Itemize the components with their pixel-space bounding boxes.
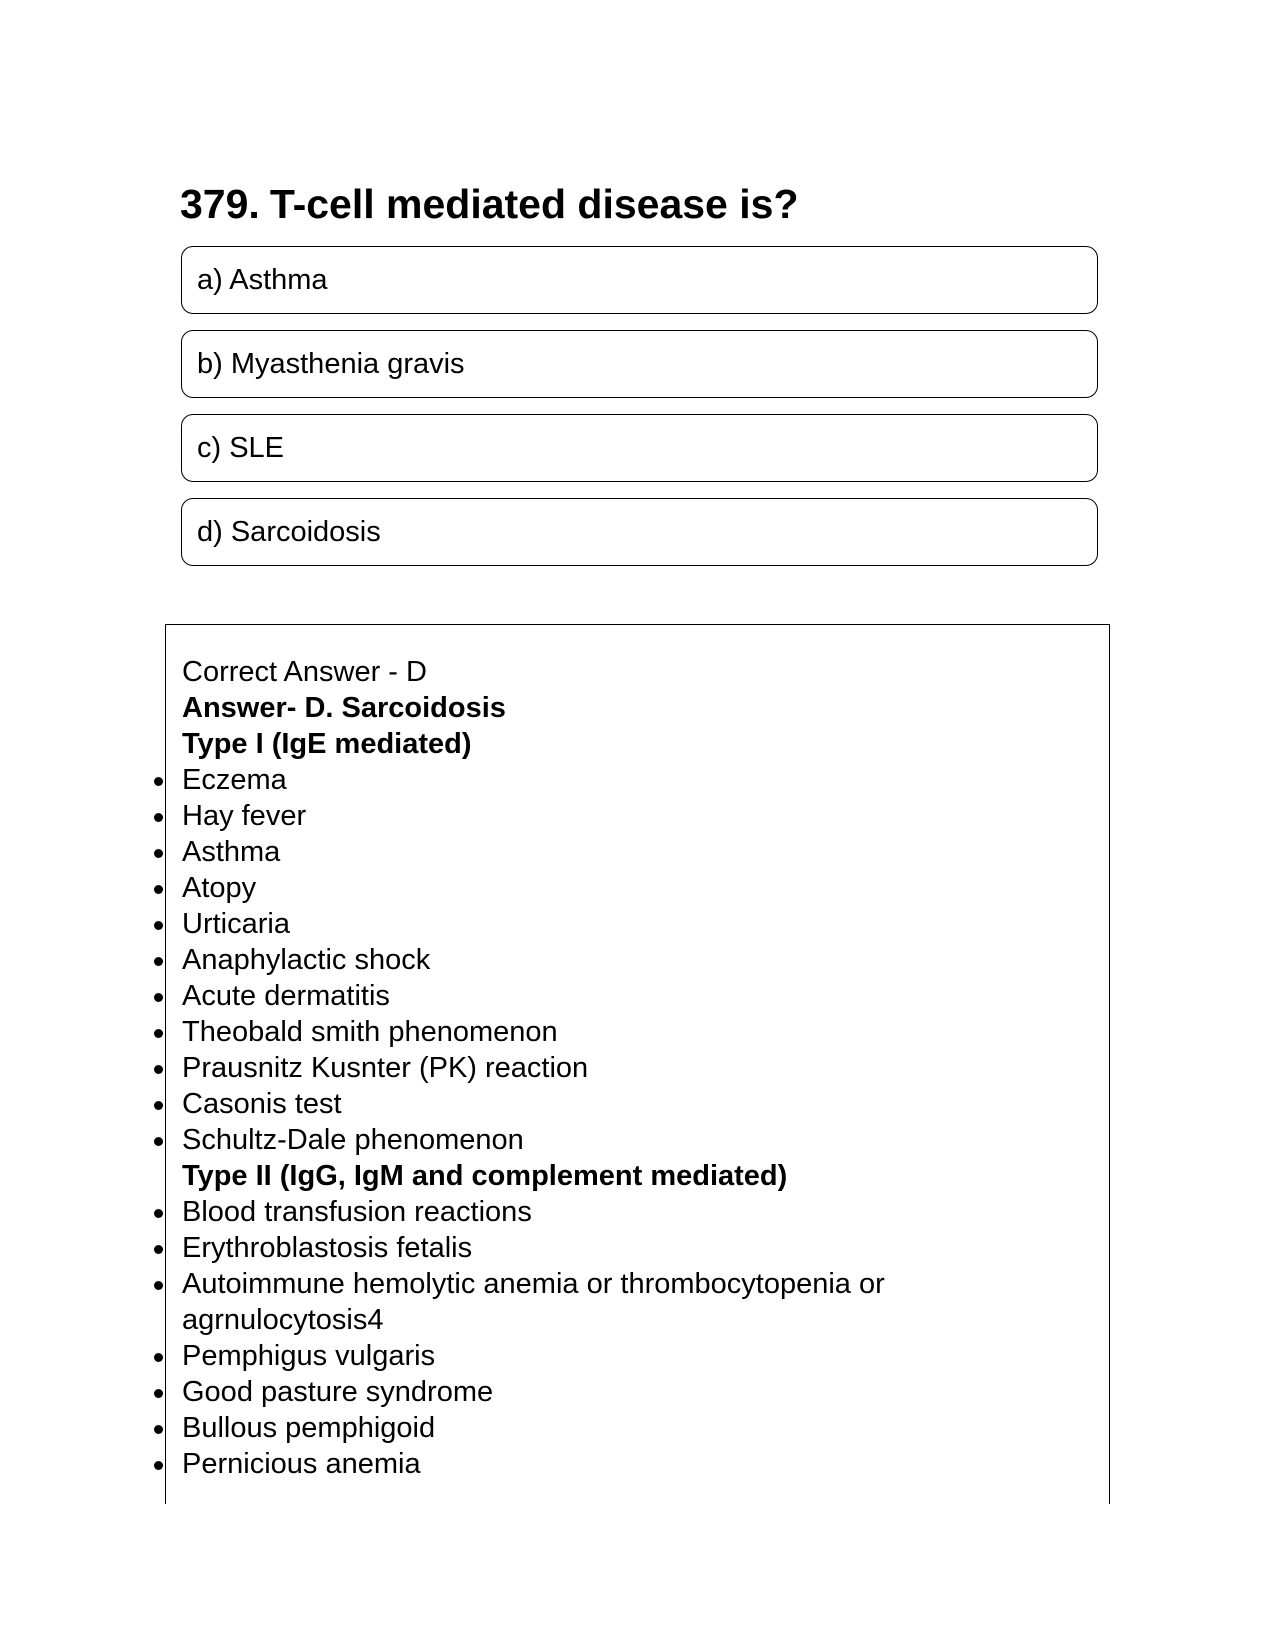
bullet-icon <box>154 993 163 1002</box>
option-a[interactable]: a) Asthma <box>181 246 1098 314</box>
bullet-icon <box>154 885 163 894</box>
list-item: Asthma <box>182 834 1082 870</box>
bullet-icon <box>154 813 163 822</box>
bullet-icon <box>154 777 163 786</box>
list-item: Anaphylactic shock <box>182 942 1082 978</box>
correct-answer-line: Correct Answer - D <box>182 656 427 688</box>
answer-explanation-box <box>165 624 1110 1504</box>
list-item: Acute dermatitis <box>182 978 1082 1014</box>
answer-content <box>182 654 1082 1482</box>
list-item: Bullous pemphigoid <box>182 1410 1082 1446</box>
bullet-icon <box>154 1281 163 1290</box>
answer-line: Answer- D. Sarcoidosis <box>182 692 506 724</box>
bullet-icon <box>154 1101 163 1110</box>
bullet-icon <box>154 1209 163 1218</box>
list-item: Schultz-Dale phenomenon <box>182 1122 1082 1158</box>
list-item: Blood transfusion reactions <box>182 1194 1082 1230</box>
list-item: Hay fever <box>182 798 1082 834</box>
bullet-icon <box>154 1065 163 1074</box>
bullet-icon <box>154 1425 163 1434</box>
option-c[interactable]: c) SLE <box>181 414 1098 482</box>
type2-heading: Type II (IgG, IgM and complement mediated) <box>182 1160 788 1192</box>
option-b[interactable]: b) Myasthenia gravis <box>181 330 1098 398</box>
question-number: 379. <box>180 181 260 227</box>
options-list <box>181 246 1098 582</box>
list-item: Prausnitz Kusnter (PK) reaction <box>182 1050 1082 1086</box>
list-item: Urticaria <box>182 906 1082 942</box>
list-item: Good pasture syndrome <box>182 1374 1082 1410</box>
bullet-icon <box>154 1137 163 1146</box>
bullet-icon <box>154 957 163 966</box>
bullet-icon <box>154 1245 163 1254</box>
bullet-icon <box>154 1461 163 1470</box>
type2-list <box>182 1194 1082 1482</box>
option-d[interactable]: d) Sarcoidosis <box>181 498 1098 566</box>
list-item: Erythroblastosis fetalis <box>182 1230 1082 1266</box>
list-item: Pemphigus vulgaris <box>182 1338 1082 1374</box>
list-item: Atopy <box>182 870 1082 906</box>
bullet-icon <box>154 1353 163 1362</box>
bullet-icon <box>154 921 163 930</box>
question-text: T-cell mediated disease is? <box>269 181 799 227</box>
list-item: Pernicious anemia <box>182 1446 1082 1482</box>
type1-heading: Type I (IgE mediated) <box>182 728 472 760</box>
list-item: Theobald smith phenomenon <box>182 1014 1082 1050</box>
list-item: Autoimmune hemolytic anemia or thrombocytopenia or agrnulocytosis4 <box>182 1266 1082 1338</box>
bullet-icon <box>154 1389 163 1398</box>
bullet-icon <box>154 849 163 858</box>
type1-list <box>182 762 1082 1158</box>
bullet-icon <box>154 1029 163 1038</box>
list-item: Casonis test <box>182 1086 1082 1122</box>
question-title <box>180 180 799 228</box>
list-item: Eczema <box>182 762 1082 798</box>
